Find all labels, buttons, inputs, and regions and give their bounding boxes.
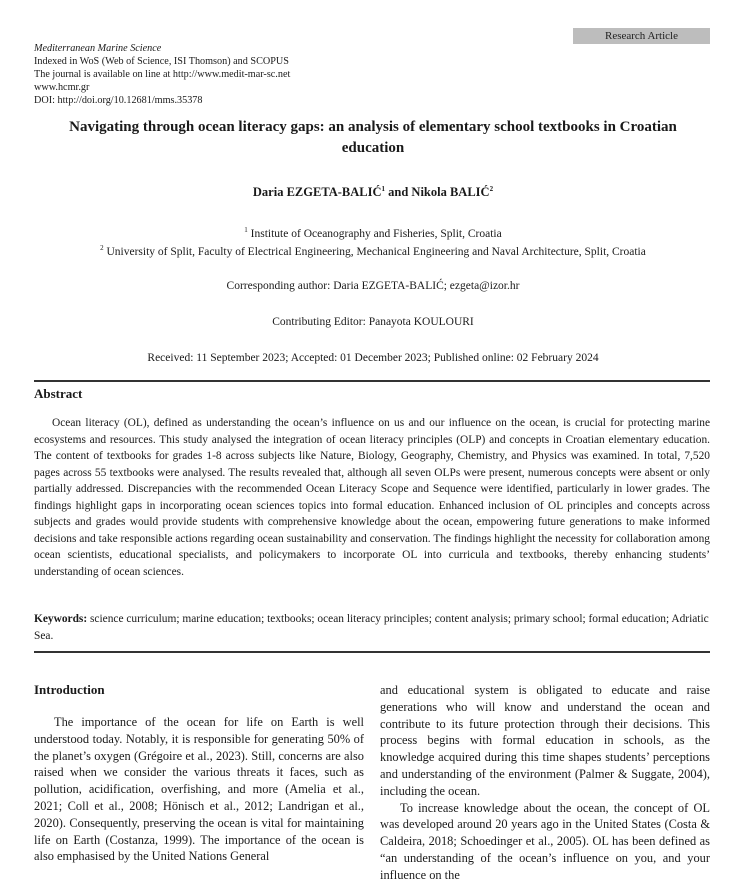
journal-info <box>34 42 290 107</box>
publication-dates: Received: 11 September 2023; Accepted: 01 December 2023; Published online: 02 February 2024 <box>147 352 599 364</box>
affiliation-1-text: Institute of Oceanography and Fisheries, Split, Croatia <box>247 227 502 240</box>
contributing-editor: Contributing Editor: Panayota KOULOURI <box>272 316 474 328</box>
abstract-text: Ocean literacy (OL), defined as understanding the ocean’s influence on us and our influence on the ocean, is crucial for protecting marine ecosystems and resources. This study analysed the integration of ocean literacy principles (OLP) and concepts in Croatian elementary education. The content of textbooks for grades 1-8 across subjects like Nature, Biology, Geography, Chemistry, and Physics was examined. In total, 7,520 pages across 55 textbooks were analysed. The results revealed that, although all seven OLPs were present, numerous concepts were absent or only partially addressed. Discrepancies with the recommended Ocean Literacy Scope and Sequence were identified, particularly in lower grades. The findings highlight gaps in incorporating ocean sciences topics into formal education. Enhanced inclusion of OL principles and concepts across subjects and grades would provide students with comprehensive knowledge about the ocean, empowering future generations to make informed decisions and take responsible actions regarding ocean sustainability and conservation. The findings highlight the necessity for collaboration among ocean scientists, educational specialists, and policymakers to incorporate OL into curricula and textbooks, thereby enhancing students’ understanding of ocean sciences. <box>34 417 710 578</box>
journal-url[interactable]: The journal is available on line at http://www.medit-mar-sc.net <box>34 69 291 81</box>
body-column-right <box>380 682 710 884</box>
affiliation-2-mark: 2 <box>100 244 104 252</box>
author-2-affiliation-mark: 2 <box>489 185 494 193</box>
article-type-badge: Research Article <box>573 28 710 44</box>
keywords-label: Keywords: <box>34 613 88 625</box>
corresponding-author: Corresponding author: Daria EZGETA-BALIĆ; ezgeta@izor.hr <box>226 280 520 292</box>
divider-top <box>34 380 710 382</box>
author-1: Daria EZGETA-BALIĆ <box>252 185 382 200</box>
author-1-affiliation-mark: 1 <box>381 185 386 193</box>
affiliation-1-mark: 1 <box>244 226 248 234</box>
journal-indexing: Indexed in WoS (Web of Science, ISI Thomson) and SCOPUS <box>34 56 289 68</box>
introduction-heading: Introduction <box>34 682 105 697</box>
affiliation-2-text: University of Split, Faculty of Electrical Engineering, Mechanical Engineering and Naval Architecture, Split, Croatia <box>103 245 646 258</box>
divider-bottom <box>34 651 710 653</box>
author-2: Nikola BALIĆ <box>411 185 490 200</box>
body-column-left <box>34 714 364 865</box>
doi[interactable]: DOI: http://doi.org/10.12681/mms.35378 <box>34 95 203 107</box>
affiliation-1 <box>0 226 746 240</box>
affiliation-2 <box>0 244 746 258</box>
publisher-url[interactable]: www.hcmr.gr <box>34 82 90 94</box>
journal-name: Mediterranean Marine Science <box>34 43 162 54</box>
keywords <box>34 611 710 644</box>
keywords-text: science curriculum; marine education; textbooks; ocean literacy principles; content analysis; primary school; formal education; Adriatic Sea. <box>34 613 709 642</box>
abstract-heading: Abstract <box>34 386 83 401</box>
paragraph: The importance of the ocean for life on Earth is well understood today. Notably, it is responsible for generating 50% of the planet’s oxygen (Grégoire et al., 2023). Still, concerns are also raised when we consider the various threats it faces, such as pollution, acidification, overfishing, and more (Amelia et al., 2021; Coll et al., 2008; Hönisch et al., 2012; Landrigan et al., 2020). Consequently, preserving the ocean is vital for maintaining life on Earth (Costanza, 1999). The importance of the ocean is also emphasised by the United Nations General <box>34 715 364 864</box>
authors-conjunction: and <box>385 185 412 200</box>
article-title: Navigating through ocean literacy gaps: an analysis of elementary school textbooks in Croatian education <box>69 119 677 156</box>
authors <box>0 185 746 200</box>
paragraph: To increase knowledge about the ocean, the concept of OL was developed around 20 years ago in the United States (Costa & Caldeira, 2018; Schoedinger et al., 2005). OL has been defined as “an understanding of the ocean’s influence on you, and your influence on the <box>380 800 710 882</box>
paragraph: and educational system is obligated to educate and raise generations who will know and understand the ocean and contribute to its future protection through their decisions. This process begins with formal education in schools, as the knowledge acquired during this time shapes students’ perceptions and understanding of the environment (Palmer & Suggate, 2004), including the ocean. <box>380 683 710 798</box>
